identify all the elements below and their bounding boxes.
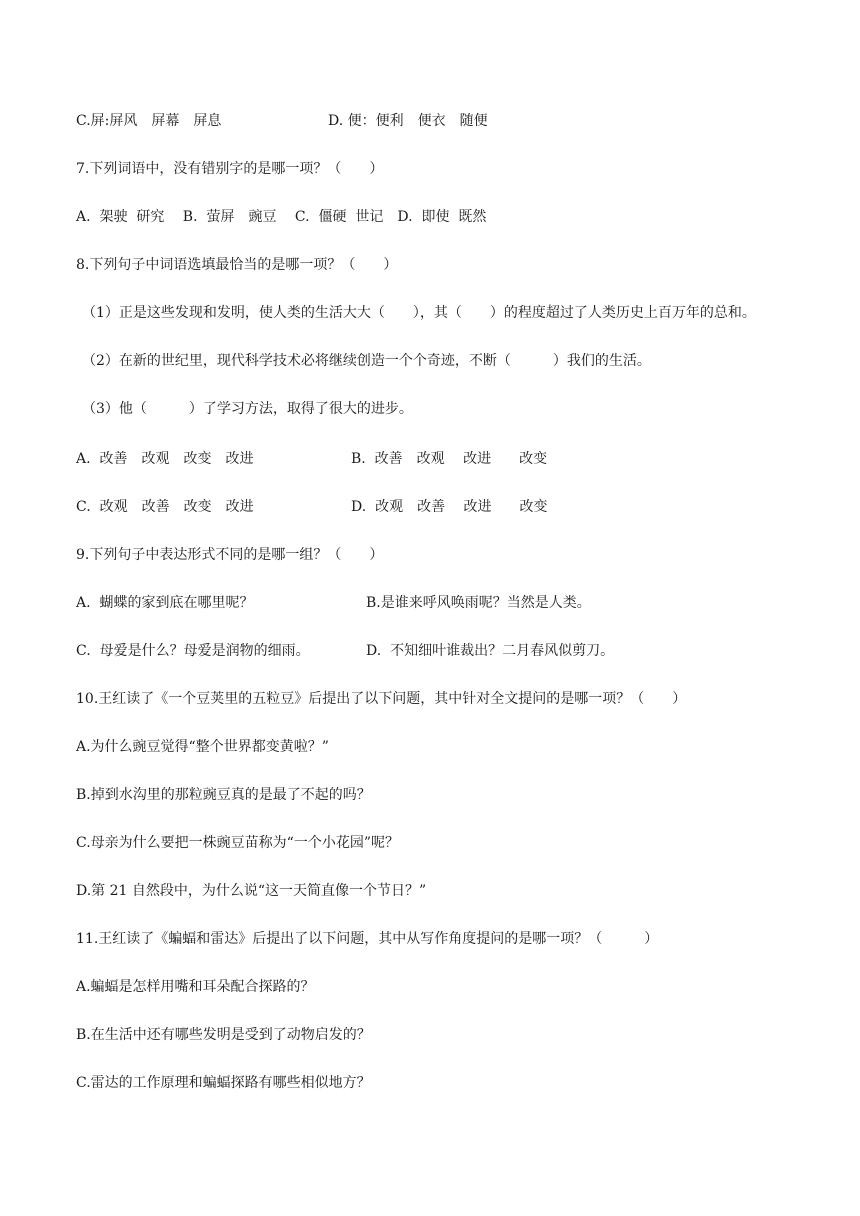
- question-10-option-d: D.第 21 自然段中，为什么说“这一天简直像一个节日？”: [76, 883, 427, 899]
- question-9-option-d: D. 不知细叶谁裁出？二月春风似剪刀。: [366, 643, 615, 659]
- question-8-option-a: A. 改善 改观 改变 改进: [76, 451, 254, 467]
- question-11: 11.王红读了《蝙蝠和雷达》后提出了以下问题，其中从写作角度提问的是哪一项？（ ）: [76, 931, 659, 947]
- question-10-option-a: A.为什么豌豆觉得“整个世界都变黄啦？”: [76, 739, 329, 755]
- question-8-option-d: D. 改观 改善 改进 改变: [351, 499, 548, 515]
- question-8-sentence-3: （3）他（ ）了学习方法，取得了很大的进步。: [82, 401, 413, 417]
- question-9-option-a: A. 蝴蝶的家到底在哪里呢？: [76, 595, 254, 611]
- question-11-option-a: A.蝙蝠是怎样用嘴和耳朵配合探路的？: [76, 979, 315, 995]
- option-d-line: D. 便：便利 便衣 随便: [328, 113, 488, 129]
- question-10-option-b: B.掉到水沟里的那粒豌豆真的是最了不起的吗？: [76, 787, 371, 803]
- question-10: 10.王红读了《一个豆荚里的五粒豆》后提出了以下问题，其中针对全文提问的是哪一项？（ ）: [76, 691, 687, 707]
- question-9-option-c: C. 母爱是什么？母爱是润物的细雨。: [76, 643, 310, 659]
- question-9-option-b: B.是谁来呼风唤雨呢？当然是人类。: [366, 595, 591, 611]
- question-11-option-b: B.在生活中还有哪些发明是受到了动物启发的？: [76, 1027, 371, 1043]
- option-c-line: C.屏:屏风 屏幕 屏息: [76, 113, 222, 129]
- question-8-option-c: C. 改观 改善 改变 改进: [76, 499, 254, 515]
- question-8-sentence-1: （1）正是这些发现和发明，使人类的生活大大（ ），其（ ）的程度超过了人类历史上百万年的总和。: [82, 305, 756, 321]
- question-8-option-b: B. 改善 改观 改进 改变: [351, 451, 548, 467]
- question-7: 7.下列词语中，没有错别字的是哪一项？（ ）: [76, 161, 384, 177]
- question-11-option-c: C.雷达的工作原理和蝙蝠探路有哪些相似地方？: [76, 1075, 371, 1091]
- question-9: 9.下列句子中表达形式不同的是哪一组？（ ）: [76, 547, 384, 563]
- question-8: 8.下列句子中词语选填最恰当的是哪一项？（ ）: [76, 257, 398, 273]
- question-10-option-c: C.母亲为什么要把一株豌豆苗称为“一个小花园”呢？: [76, 835, 399, 851]
- question-7-options: A. 架驶 研究 B. 萤屏 豌豆 C. 僵硬 世记 D. 即使 既然: [76, 209, 487, 225]
- question-8-sentence-2: （2）在新的世纪里，现代科学技术必将继续创造一个个奇迹，不断（ ）我们的生活。: [82, 353, 651, 369]
